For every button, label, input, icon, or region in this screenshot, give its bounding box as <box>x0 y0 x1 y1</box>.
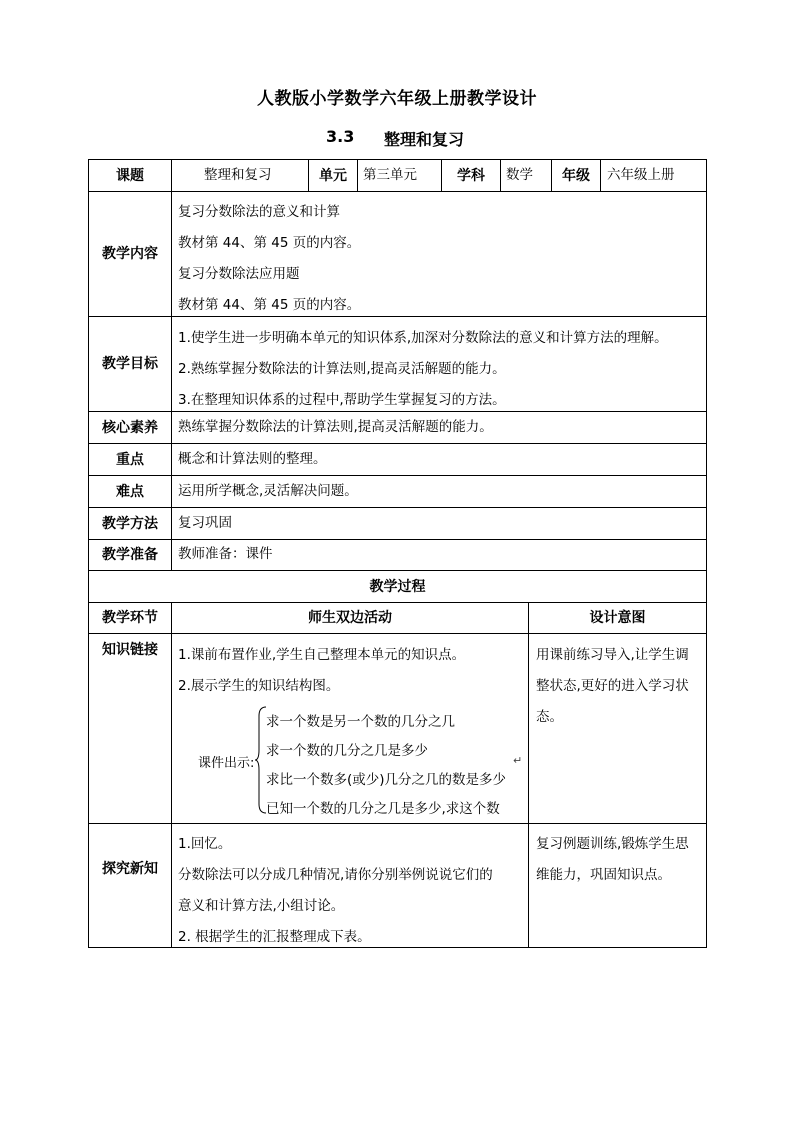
goal-line: 2.熟练掌握分数除法的计算法则,提高灵活解题的能力。 <box>178 361 506 377</box>
explore-intent-line: 复习例题训练,锻炼学生思 <box>536 836 689 852</box>
key-value: 概念和计算法则的整理。 <box>178 450 327 467</box>
grade-value: 六年级上册 <box>607 166 675 183</box>
content-line: 教材第 44、第 45 页的内容。 <box>178 235 361 251</box>
prep-label: 教学准备 <box>102 547 158 563</box>
explore-line: 2. 根据学生的汇报整理成下表。 <box>178 929 371 945</box>
explore-label: 探究新知 <box>102 861 158 877</box>
prep-value: 教师准备：课件 <box>178 546 273 563</box>
col-intent-header: 设计意图 <box>589 610 646 626</box>
core-value: 熟练掌握分数除法的计算法则,提高灵活解题的能力。 <box>178 418 493 435</box>
goals-label: 教学目标 <box>102 356 158 372</box>
brace-item: 求一个数是另一个数的几分之几 <box>266 714 455 730</box>
document-title: 人教版小学数学六年级上册教学设计 <box>257 89 537 109</box>
goal-line: 3.在整理知识体系的过程中,帮助学生掌握复习的方法。 <box>178 392 506 408</box>
key-label: 重点 <box>116 451 144 468</box>
content-label: 教学内容 <box>102 246 158 262</box>
lesson-title: 整理和复习 <box>384 130 465 149</box>
difficult-value: 运用所学概念,灵活解决问题。 <box>178 482 358 499</box>
col-stage-header: 教学环节 <box>102 610 158 626</box>
link-intent-line: 整状态,更好的进入学习状 <box>536 678 689 694</box>
subject-label: 学科 <box>457 167 485 184</box>
courseware-label: 课件出示: <box>198 756 255 771</box>
link-intent-line: 态。 <box>536 709 563 725</box>
explore-line: 分数除法可以分成几种情况,请你分别举例说说它们的 <box>178 867 493 883</box>
method-value: 复习巩固 <box>178 514 232 531</box>
content-line: 复习分数除法应用题 <box>178 266 300 282</box>
brace-item: 已知一个数的几分之几是多少,求这个数 <box>266 801 500 817</box>
link-line: 1.课前布置作业,学生自己整理本单元的知识点。 <box>178 647 466 663</box>
topic-value: 整理和复习 <box>204 166 272 183</box>
explore-line: 1.回忆。 <box>178 836 232 852</box>
paragraph-mark-icon: ↵ <box>513 754 523 767</box>
method-label: 教学方法 <box>102 515 158 532</box>
core-label: 核心素养 <box>102 419 158 436</box>
col-activity-header: 师生双边活动 <box>308 610 392 626</box>
topic-label: 课题 <box>116 167 144 184</box>
process-title: 教学过程 <box>369 578 426 595</box>
brace-item: 求一个数的几分之几是多少 <box>266 743 428 759</box>
content-line: 教材第 44、第 45 页的内容。 <box>178 297 361 313</box>
difficult-label: 难点 <box>116 483 144 500</box>
unit-value: 第三单元 <box>363 166 417 183</box>
explore-intent-line: 维能力，巩固知识点。 <box>536 867 671 883</box>
explore-line: 意义和计算方法,小组讨论。 <box>178 898 345 914</box>
content-line: 复习分数除法的意义和计算 <box>178 204 340 220</box>
link-label: 知识链接 <box>102 642 158 658</box>
subject-value: 数学 <box>506 166 533 183</box>
goal-line: 1.使学生进一步明确本单元的知识体系,加深对分数除法的意义和计算方法的理解。 <box>178 330 668 346</box>
unit-label: 单元 <box>319 167 347 184</box>
brace-item: 求比一个数多(或少)几分之几的数是多少 <box>266 772 507 788</box>
link-intent-line: 用课前练习导入,让学生调 <box>536 647 689 663</box>
lesson-number: 3.3 <box>326 127 355 146</box>
grade-label: 年级 <box>562 167 590 184</box>
link-line: 2.展示学生的知识结构图。 <box>178 678 340 694</box>
